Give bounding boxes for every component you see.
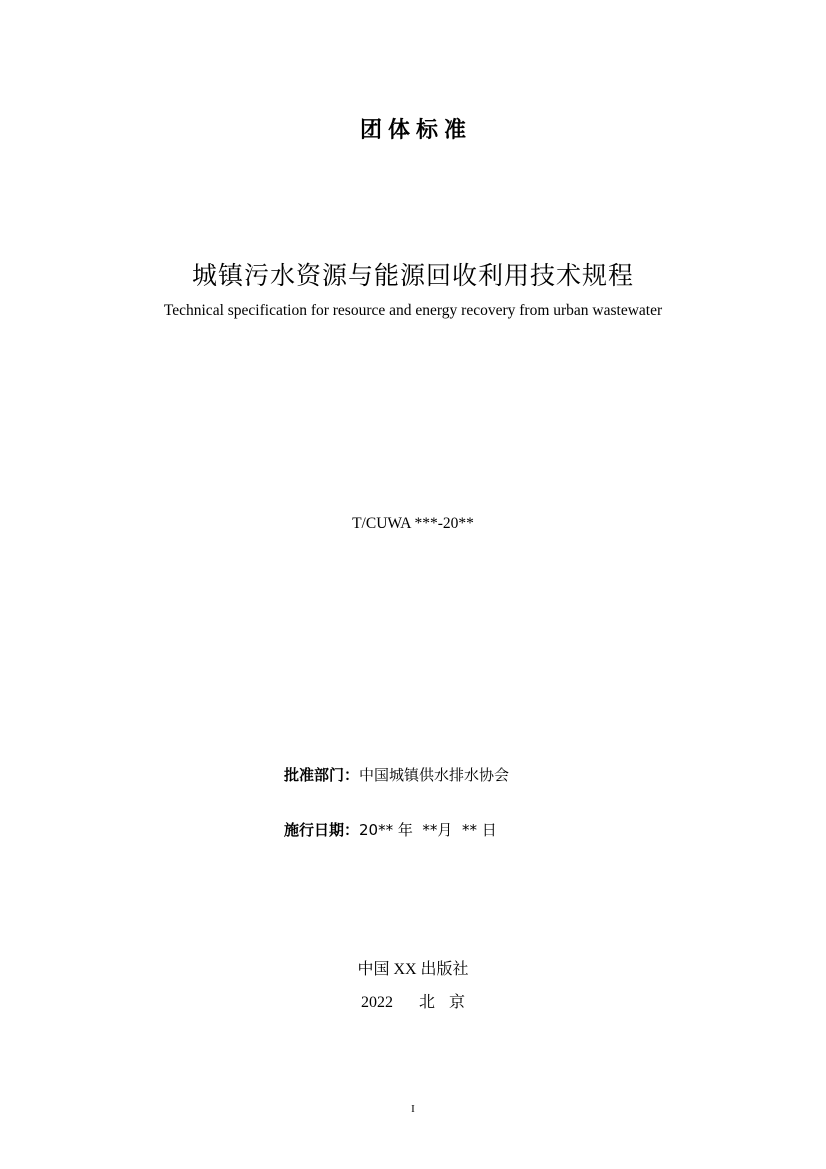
approver-label: 批准部门：: [284, 766, 360, 784]
publication-place-year: [0, 989, 826, 1012]
standard-category: 团体标准: [359, 118, 472, 143]
publication-city-char-2: 京: [449, 994, 466, 1011]
document-title-english: Technical specification for resource and energy recovery from urban wastewater: [163, 302, 663, 319]
effective-date-line: [284, 819, 497, 840]
approver-value: 中国城镇供水排水协会: [359, 766, 510, 784]
publisher: 中国 XX 出版社: [357, 961, 469, 978]
standard-code: T/CUWA ***-20**: [352, 515, 474, 532]
page-number: I: [411, 1103, 415, 1115]
publication-year: 2022: [360, 994, 393, 1011]
effective-date-value: 20** 年 **月 ** 日: [359, 821, 497, 839]
approver-line: [284, 764, 509, 785]
document-title-chinese: 城镇污水资源与能源回收利用技术规程: [191, 261, 634, 290]
effective-date-label: 施行日期：: [284, 821, 360, 839]
publication-city-char-1: 北: [418, 994, 435, 1011]
